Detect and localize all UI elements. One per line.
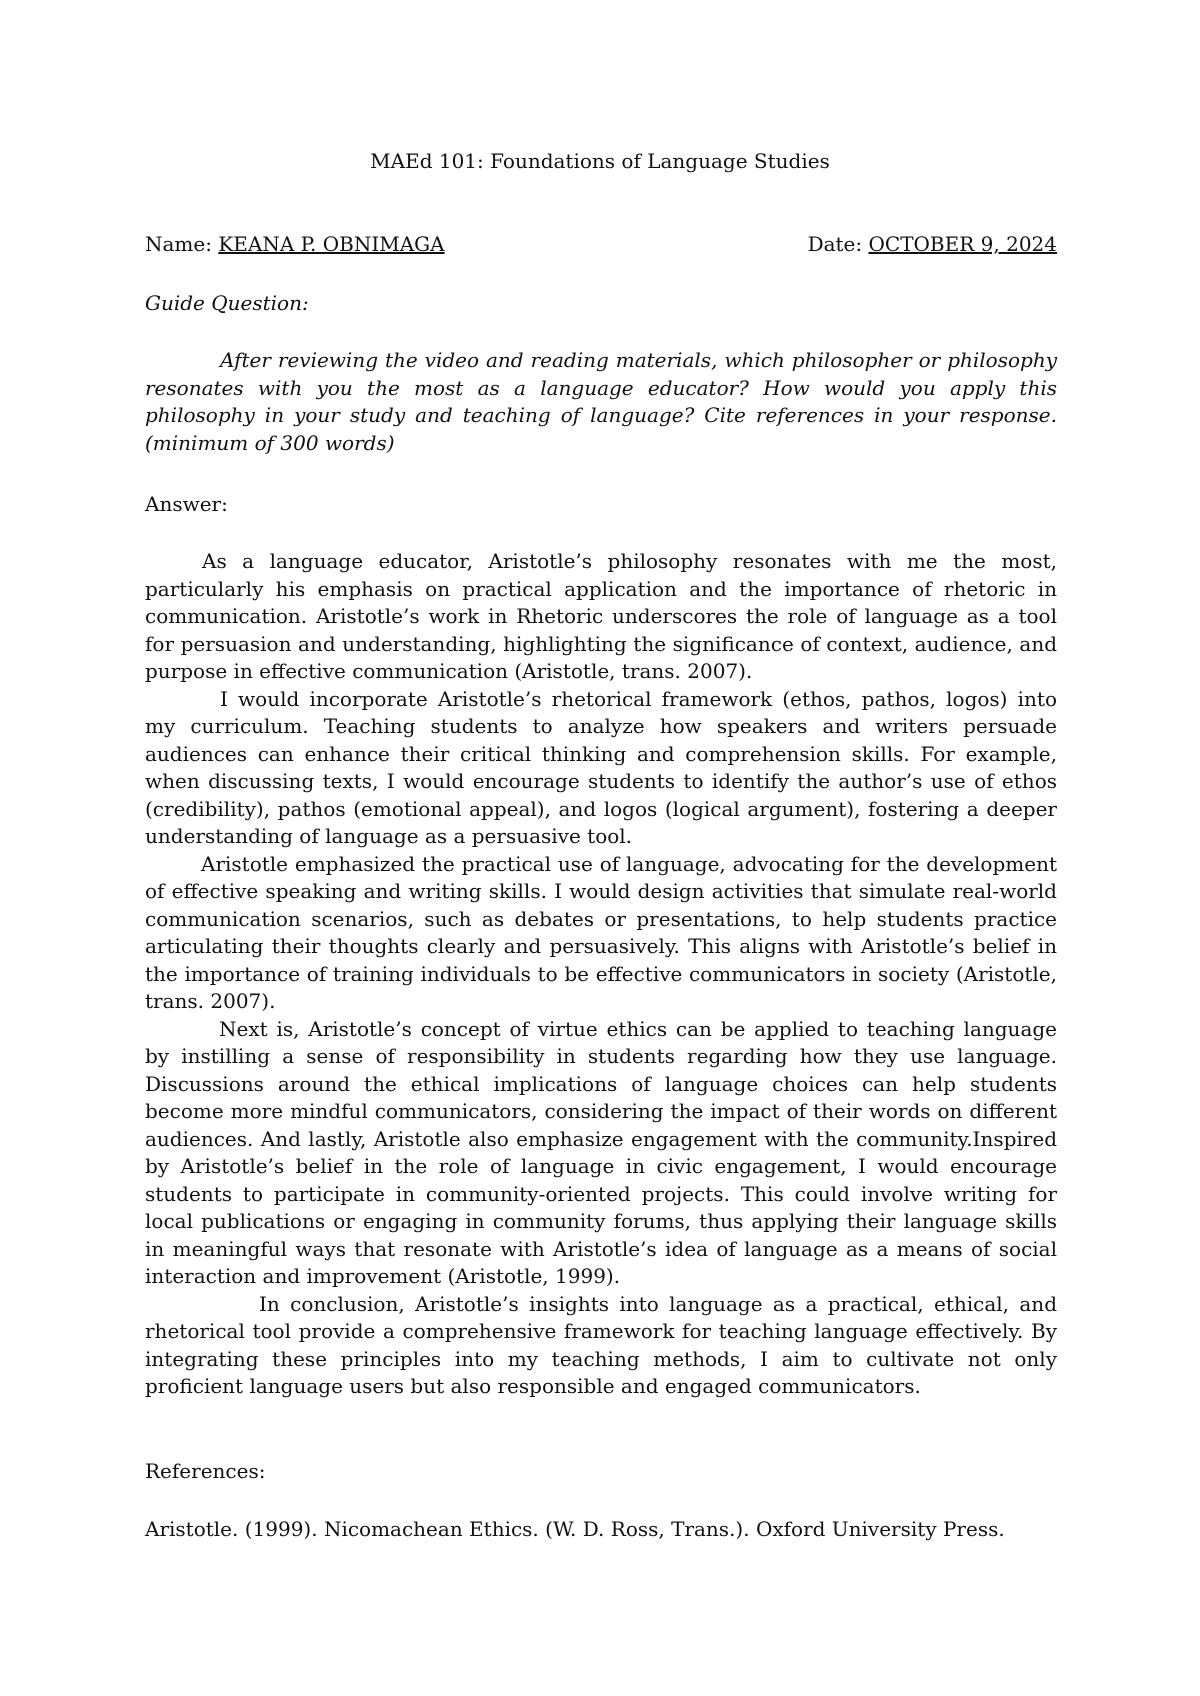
answer-paragraph: Aristotle emphasized the practical use of language, advocating for the development of effective speaking and writing skills. I would design activities that simulate real-world communication scenarios, such as debates or presentations, to help students practice articulating their thoughts clearly and persuasively. This aligns with Aristotle’s belief in the importance of training individuals to be effective communicators in society (Aristotle, trans. 2007). — [145, 851, 1057, 1013]
answer-paragraph: Next is, Aristotle’s concept of virtue ethics can be applied to teaching language by instilling a sense of responsibility in students regarding how they use language. Discussions around the ethical implications of language choices can help students become more mindful communicators, considering the impact of their words on different audiences. And lastly, Aristotle also emphasize engagement with the community.Inspired by Aristotle’s belief in the role of language in civic engagement, I would encourage students to participate in community-oriented projects. This could involve writing for local publications or engaging in community forums, thus applying their language skills in meaningful ways that resonate with Aristotle’s idea of language as a means of social interaction and improvement (Aristotle, 1999). — [145, 1016, 1057, 1288]
header-row — [145, 231, 1057, 259]
name-label: Name: — [145, 232, 212, 256]
name-field — [145, 231, 445, 259]
date-field — [808, 231, 1057, 259]
reference-item: Aristotle. (1999). Nicomachean Ethics. (W. D. Ross, Trans.). Oxford University Press. — [145, 1517, 1005, 1541]
answer-label: Answer: — [145, 492, 228, 516]
date-value: OCTOBER 9, 2024 — [868, 232, 1057, 256]
guide-question-label: Guide Question: — [145, 291, 309, 315]
answer-body — [145, 548, 1057, 1401]
name-value: KEANA P. OBNIMAGA — [218, 232, 445, 256]
answer-paragraph: In conclusion, Aristotle’s insights into language as a practical, ethical, and rhetorical tool provide a comprehensive framework for teaching language effectively. By integrating these principles into my teaching methods, I aim to cultivate not only proficient language users but also responsible and engaged communicators. — [145, 1291, 1057, 1398]
answer-paragraph: I would incorporate Aristotle’s rhetorical framework (ethos, pathos, logos) into my curriculum. Teaching students to analyze how speakers and writers persuade audiences can enhance their critical thinking and comprehension skills. For example, when discussing texts, I would encourage students to identify the author’s use of ethos (credibility), pathos (emotional appeal), and logos (logical argument), fostering a deeper understanding of language as a persuasive tool. — [145, 686, 1057, 848]
answer-paragraph: As a language educator, Aristotle’s philosophy resonates with me the most, particularly his emphasis on practical application and the importance of rhetoric in communication. Aristotle’s work in Rhetoric underscores the role of language as a tool for persuasion and understanding, highlighting the significance of context, audience, and purpose in effective communication (Aristotle, trans. 2007). — [145, 549, 1057, 683]
guide-question-text: After reviewing the video and reading materials, which philosopher or philosophy resonates with you the most as a language educator? How would you apply this philosophy in your study and teaching of language? Cite references in your response. (minimum of 300 words) — [145, 348, 1057, 455]
course-title: MAEd 101: Foundations of Language Studies — [370, 149, 830, 173]
date-label: Date: — [807, 232, 863, 256]
references-label: References: — [145, 1459, 266, 1483]
